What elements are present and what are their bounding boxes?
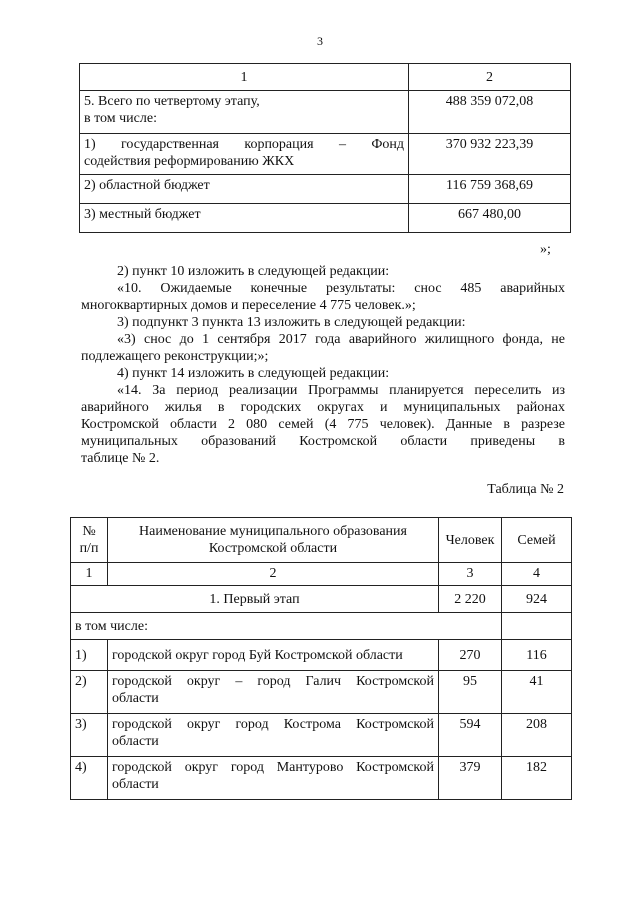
empty-cell xyxy=(502,613,572,640)
table-row xyxy=(80,204,571,233)
table-row xyxy=(71,671,572,714)
closing-quote: »; xyxy=(540,242,551,257)
table-row xyxy=(80,175,571,204)
paragraph-line: «3) снос до 1 сентября 2017 года аварийного жилищного фонда, не xyxy=(117,332,565,347)
row-people: 594 xyxy=(439,714,502,757)
header-families: Семей xyxy=(502,518,572,563)
row-label-line: в том числе: xyxy=(84,111,157,126)
row-value: 116 759 368,69 xyxy=(409,175,571,204)
row-label: 3) местный бюджет xyxy=(80,204,409,233)
row-name: городской округ город Кострома Костромской области xyxy=(108,714,439,757)
table-row xyxy=(80,134,571,175)
row-families: 208 xyxy=(502,714,572,757)
table-row xyxy=(71,714,572,757)
paragraph-line: Костромской области 2 080 семей (4 775 человек). Данные в разрезе xyxy=(81,417,565,432)
row-people: 379 xyxy=(439,757,502,800)
row-num: 1) xyxy=(71,640,108,671)
row-people: 95 xyxy=(439,671,502,714)
row-label-line: 5. Всего по четвертому этапу, xyxy=(84,94,260,109)
row-families: 116 xyxy=(502,640,572,671)
row-name: городской округ – город Галич Костромской области xyxy=(108,671,439,714)
table-row xyxy=(80,91,571,134)
municipalities-table xyxy=(70,517,572,800)
header-people: Человек xyxy=(439,518,502,563)
paragraph-line: муниципальных образований Костромской области приведены в xyxy=(81,434,565,449)
header-cell: 2 xyxy=(409,64,571,91)
row-num: 2) xyxy=(71,671,108,714)
paragraph-line: аварийного жилья в городских округах и муниципальных районах xyxy=(81,400,565,415)
paragraph-line: таблице № 2. xyxy=(81,451,160,466)
stage-families: 924 xyxy=(502,586,572,613)
table-header-row xyxy=(80,64,571,91)
index-cell: 3 xyxy=(439,563,502,586)
page-number: 3 xyxy=(317,34,323,48)
header-cell: 1 xyxy=(80,64,409,91)
including-row xyxy=(71,613,572,640)
row-families: 41 xyxy=(502,671,572,714)
table-row xyxy=(71,757,572,800)
row-label xyxy=(80,134,409,175)
paragraph-line: «10. Ожидаемые конечные результаты: снос 485 аварийных xyxy=(117,281,565,296)
table-row xyxy=(71,640,572,671)
row-label-line: 1) государственная корпорация – Фонд xyxy=(84,137,404,152)
index-cell: 2 xyxy=(108,563,439,586)
row-value: 488 359 072,08 xyxy=(409,91,571,134)
row-label xyxy=(80,91,409,134)
stage-row xyxy=(71,586,572,613)
header-num: № п/п xyxy=(71,518,108,563)
row-num: 4) xyxy=(71,757,108,800)
paragraph-line: многоквартирных домов и переселение 4 775 человек.»; xyxy=(81,298,416,313)
row-value: 667 480,00 xyxy=(409,204,571,233)
stage-people: 2 220 xyxy=(439,586,502,613)
index-cell: 4 xyxy=(502,563,572,586)
row-name: городской округ город Буй Костромской области xyxy=(108,640,439,671)
including-label: в том числе: xyxy=(71,613,502,640)
row-value: 370 932 223,39 xyxy=(409,134,571,175)
paragraph-line: «14. За период реализации Программы планируется переселить из xyxy=(117,383,565,398)
row-name: городской округ город Мантурово Костромской области xyxy=(108,757,439,800)
table-header-row xyxy=(71,518,572,563)
index-row xyxy=(71,563,572,586)
stage-label: 1. Первый этап xyxy=(71,586,439,613)
paragraph: 3) подпункт 3 пункта 13 изложить в следующей редакции: xyxy=(117,315,466,330)
row-label: 2) областной бюджет xyxy=(80,175,409,204)
paragraph-line: подлежащего реконструкции;»; xyxy=(81,349,269,364)
paragraph: 2) пункт 10 изложить в следующей редакции: xyxy=(117,264,390,279)
header-name: Наименование муниципального образования Костромской области xyxy=(108,518,439,563)
index-cell: 1 xyxy=(71,563,108,586)
row-families: 182 xyxy=(502,757,572,800)
row-people: 270 xyxy=(439,640,502,671)
budget-table xyxy=(79,63,571,233)
row-label-line: содействия реформированию ЖКХ xyxy=(84,154,295,169)
row-num: 3) xyxy=(71,714,108,757)
paragraph: 4) пункт 14 изложить в следующей редакции: xyxy=(117,366,390,381)
table-caption: Таблица № 2 xyxy=(487,482,564,497)
